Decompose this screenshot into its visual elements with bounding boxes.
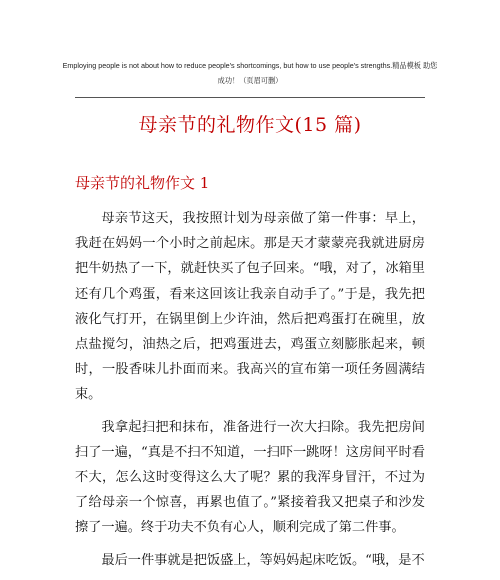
paragraph-3: 最后一件事就是把饭盛上，等妈妈起床吃饭。“哦，是不: [101, 552, 425, 568]
document-title: 母亲节的礼物作文(15 篇): [138, 114, 362, 136]
page-header-quote: Employing people is not about how to reduce people's shortcomings, but how to use people's strengths.精品模板 助您成功！（页眉可删）: [62, 61, 438, 85]
paragraph-2: 我拿起扫把和抹布，准备进行一次大扫除。我先把房间扫了一遍，“真是不扫不知道，一扫吓一跳呀！这房间平时看不大，怎么这时变得这么大了呢？累的我浑身冒汗，不过为了给母亲一个惊喜，再累也值了。”紧接着我又把桌子和沙发擦了一遍。终于功夫不负有心人，顺利完成了第二件事。: [75, 419, 425, 536]
section-title: 母亲节的礼物作文 1: [75, 174, 210, 192]
header-divider: [75, 97, 425, 98]
paragraph-1: 母亲节这天，我按照计划为母亲做了第一件事：早上，我赶在妈妈一个小时之前起床。那是天才蒙蒙亮我就进厨房把牛奶热了一下，就赶快买了包子回来。“哦，对了，冰箱里还有几个鸡蛋，看来这回该让我亲自动手了。”于是，我先把液化气打开，在锅里倒上少许油，然后把鸡蛋打在碗里，放点盐搅匀，油热之后，把鸡蛋进去，鸡蛋立刻膨胀起来，顿时，一股香味儿扑面而来。我高兴的宣布第一项任务圆满结束。: [75, 211, 425, 403]
document-body: [75, 206, 425, 580]
